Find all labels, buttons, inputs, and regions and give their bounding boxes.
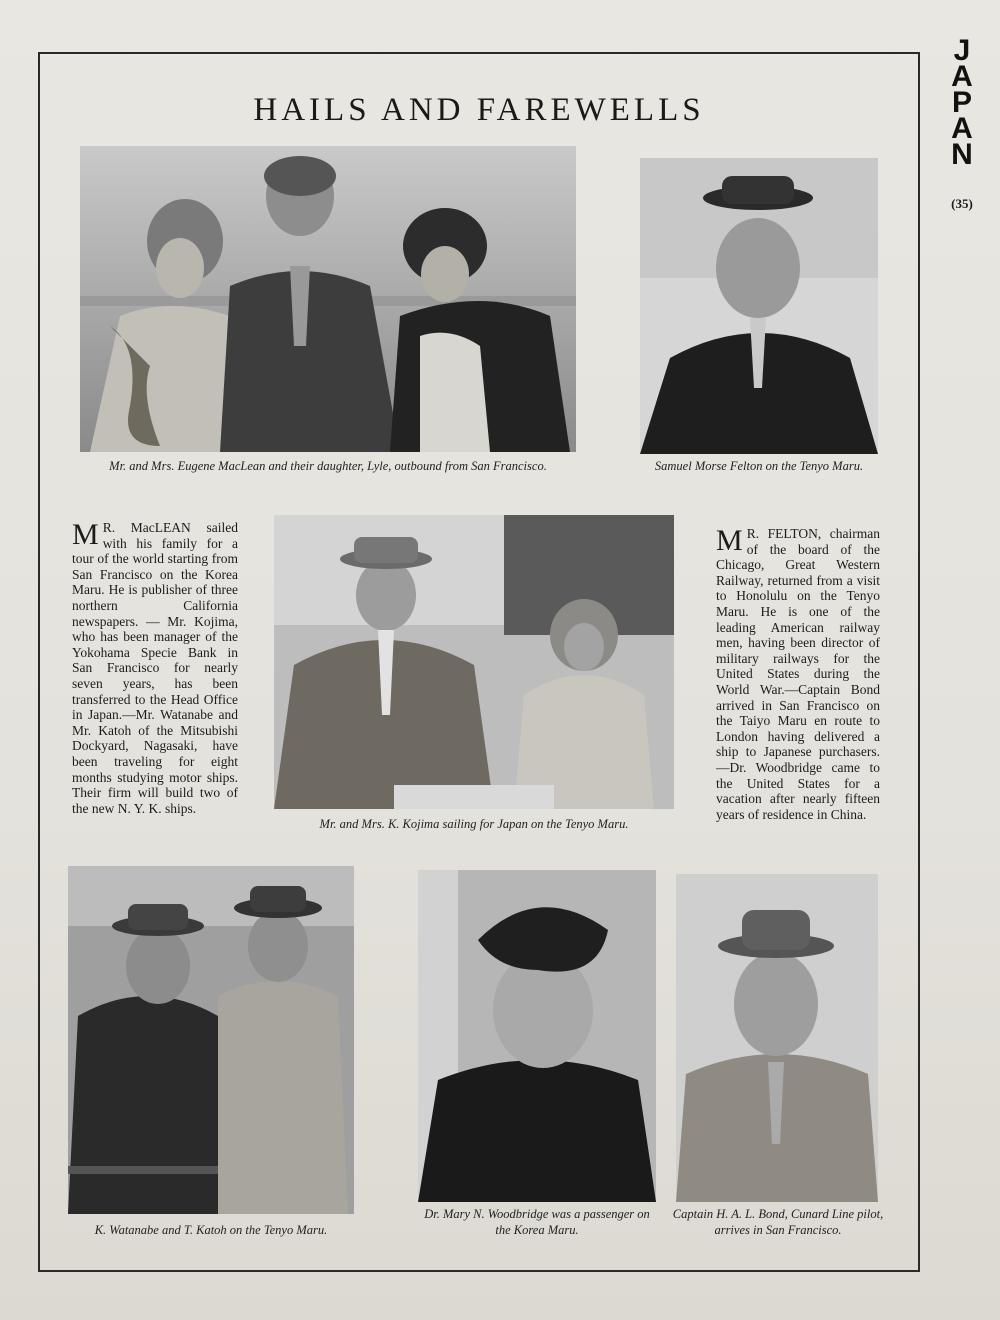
article-right-text: R. FELTON, chairman of the board of the Chicago, Great Western Railway, returned from a visit to Honolulu on the Tenyo Maru. He is one of the leading American railway men, having been director of military railways for the United States during the World War.—Captain Bond arrived in San Francisco on the Taiyo Maru en route to London having delivered a ship to Japanese purchasers.—Dr. Woodbridge came to the United States for a vacation after nearly fifteen years of residence in China. xyxy=(716,526,880,822)
caption-bond: Captain H. A. L. Bond, Cunard Line pilot, arrives in San Francisco. xyxy=(672,1207,884,1237)
caption-maclean: Mr. and Mrs. Eugene MacLean and their daughter, Lyle, outbound from San Francisco. xyxy=(109,459,547,473)
caption-felton: Samuel Morse Felton on the Tenyo Maru. xyxy=(654,459,864,473)
caption-kojima: Mr. and Mrs. K. Kojima sailing for Japan on the Tenyo Maru. xyxy=(319,817,629,831)
article-maclean xyxy=(72,520,238,816)
photo-woodbridge xyxy=(418,870,656,1202)
page-number: (35) xyxy=(951,196,973,211)
photo-maclean-family xyxy=(80,146,576,452)
masthead-letter: A xyxy=(951,112,973,145)
masthead-letter: J xyxy=(953,34,971,67)
caption-watanabe: K. Watanabe and T. Katoh on the Tenyo Maru. xyxy=(94,1223,328,1237)
masthead-letter: N xyxy=(951,138,973,171)
photo-bond xyxy=(676,874,878,1202)
masthead-letter: A xyxy=(951,60,973,93)
photo-watanabe-katoh xyxy=(68,866,354,1214)
caption-woodbridge: Dr. Mary N. Woodbridge was a passenger on the Korea Maru. xyxy=(424,1207,650,1237)
photo-kojima xyxy=(274,515,674,809)
dropcap-left: M xyxy=(72,518,99,551)
masthead-japan xyxy=(940,34,984,171)
dropcap-right: M xyxy=(716,524,743,557)
article-felton xyxy=(716,526,880,822)
photo-felton xyxy=(640,158,878,454)
page-title: HAILS AND FAREWELLS xyxy=(253,92,705,128)
masthead-letter: P xyxy=(951,86,972,119)
article-left-text: R. MacLEAN sailed with his family for a tour of the world starting from San Francisco on the Korea Maru. He is publisher of three northern California newspapers. — Mr. Kojima, who has been manager of the Yokohama Specie Bank in San Francisco for nearly seven years, has been transferred to the Head Office in Japan.—Mr. Watanabe and Mr. Katoh of the Mitsubishi Dockyard, Nagasaki, have been traveling for eight months studying motor ships. Their firm will build two of the new N. Y. K. ships. xyxy=(72,520,238,816)
